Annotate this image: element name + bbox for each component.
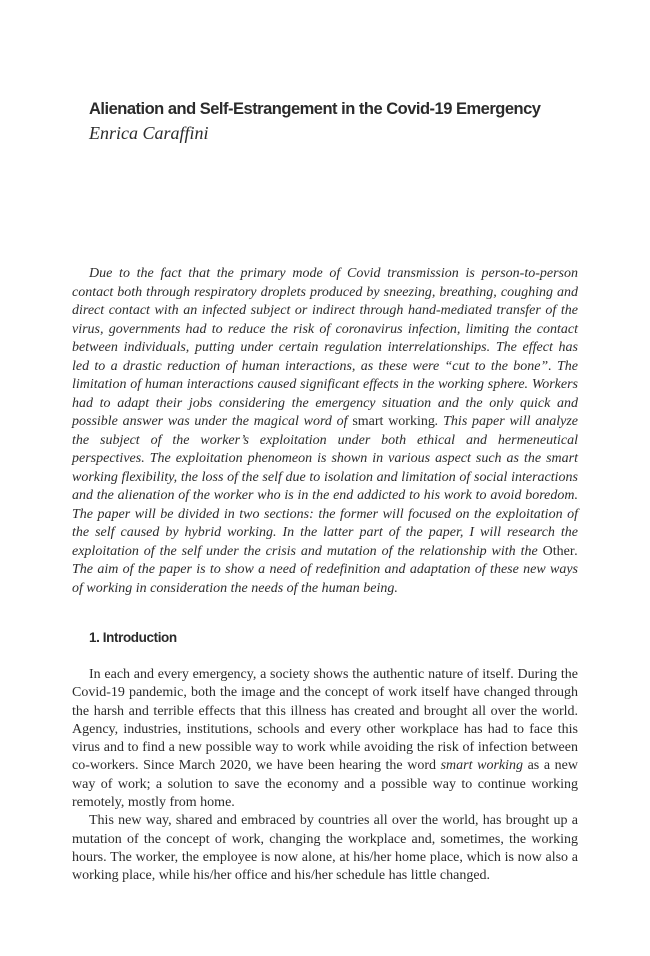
paper-title: Alienation and Self-Estrangement in the Covid-19 Emergency [89,100,541,118]
introduction-body [72,666,578,886]
body-term-smart-working: smart working [440,758,523,774]
abstract-term-smart-working: smart working [352,414,435,429]
abstract [72,265,578,598]
section-heading-introduction: 1. Introduction [89,630,177,645]
body-paragraph [72,666,578,812]
abstract-term-other: Other [542,543,575,559]
body-paragraph-1-text-a: In each and every emergency, a society shows the authentic nature of itself. During the Covid-19 pandemic, both the image and the concept of work itself have changed through the harsh and terrible effects that this illness has created and brought all over the world. Agency, industries, institutions, schools and every other workplace has had to face this virus and to find a new possible way to work while avoiding the risk of infection between co-workers. Since March 2020, we have been hearing the word [72,667,578,774]
abstract-text-2: . This paper will analyze the subject of the worker’s exploitation under both ethical and hermeneutical perspectives. The exploitation phenomeon is shown in various aspect such as the smart working flexibility, the loss of the self due to isolation and limitation of social interactions and the alienation of the worker who is in the end addicted to his work to avoid boredom. The paper will be divided in two sections: the former will focused on the exploitation of the self caused by hybrid working. In the latter part of the paper, I will research the exploitation of the self under the crisis and mutation of the relationship with the [72,414,579,559]
body-paragraph: This new way, shared and embraced by countries all over the world, has brought up a mutation of the concept of work, changing the workplace and, sometimes, the working hours. The worker, the employee is now alone, at his/her home place, which is now also a working place, while his/her office and his/her schedule has little changed. [72,813,578,884]
abstract-text-1: Due to the fact that the primary mode of Covid transmission is person-to-person contact both through respiratory droplets produced by sneezing, breathing, coughing and direct contact with an infected subject or indirect through hand-mediated transfer of the virus, governments had to reduce the risk of coronavirus infection, limiting the contact between individuals, putting under certain regulation interrelationships. The effect has led to a drastic reduction of human interactions, as these were “cut to the bone”. The limitation of human interactions caused significant effects in the working sphere. Workers had to adapt their jobs considering the emergency situation and the only quick and possible answer was under the magical word of [72,266,578,429]
author-name: Enrica Caraffini [89,123,209,143]
body-paragraph-1-text-b: as a new way of work; a solution to save the economy and a possible way to continue working remotely, mostly from home. [72,758,578,811]
abstract-text-3: . The aim of the paper is to show a need of redefinition and adaptation of these new ways of working in consideration the needs of the human being. [72,543,578,596]
